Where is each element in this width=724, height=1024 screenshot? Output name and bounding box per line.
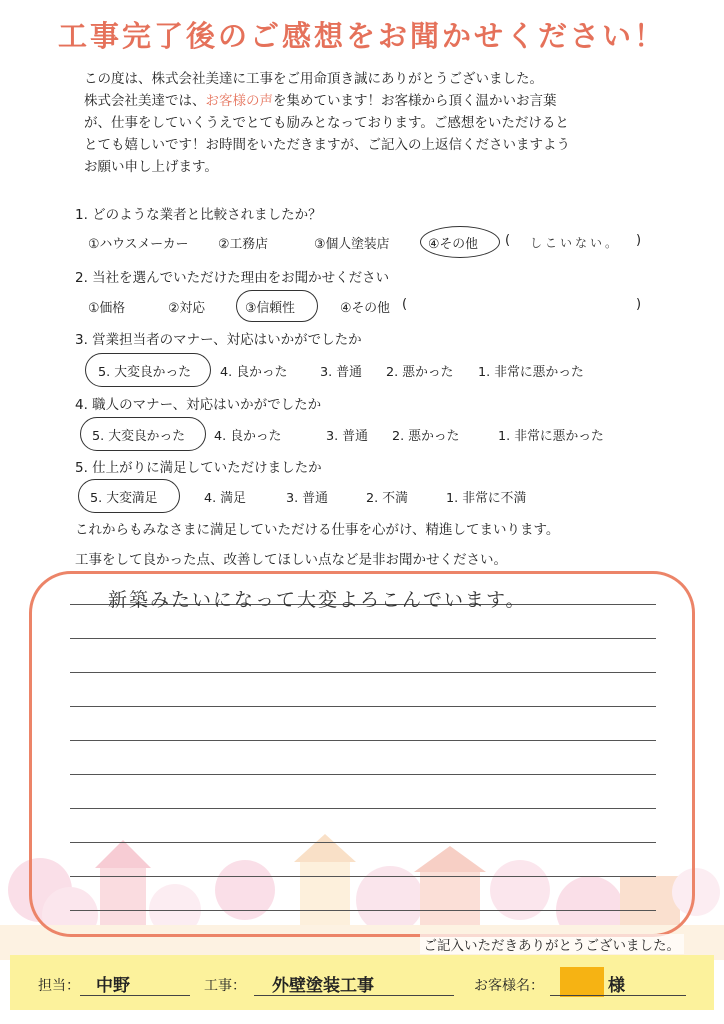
handwritten-answer: しこいない。 (530, 236, 621, 250)
q5-option-4[interactable]: 4. 満足 (204, 491, 246, 506)
q3-option-4[interactable]: 4. 良かった (220, 365, 288, 380)
q5-option-5[interactable]: 5. 大変満足 (90, 491, 158, 506)
q1-option-2[interactable]: ②工務店 (218, 237, 268, 252)
handwritten-comment: 新築みたいになって大変よろこんでいます。 (108, 589, 527, 611)
comment-prompt: 工事をして良かった点、改善してほしい点など是非お聞かせください。 (75, 552, 507, 568)
q5-option-3[interactable]: 3. 普通 (286, 491, 328, 506)
q1-option-4[interactable]: ④その他 (428, 237, 478, 252)
honorific: 様 (608, 976, 625, 996)
question-4: 4. 職人のマナー、対応はいかがでしたか (75, 397, 322, 413)
closing-note: これからもみなさまに満足していただける仕事を心がけ、精進してまいります。 (75, 522, 560, 538)
underline (80, 995, 190, 996)
intro-line: が、仕事をしていくうえでとても励みとなっております。ご感想をいただけると (84, 115, 569, 131)
q1-option-1[interactable]: ①ハウスメーカー (88, 237, 189, 252)
close-paren: ) (636, 297, 642, 312)
q4-option-5[interactable]: 5. 大変良かった (92, 429, 186, 444)
question-5: 5. 仕上がりに満足していただけましたか (75, 460, 322, 476)
q2-option-1[interactable]: ①価格 (88, 301, 126, 316)
ruled-line (70, 876, 656, 877)
ruled-line (70, 808, 656, 809)
ruled-line (70, 774, 656, 775)
open-paren: ( (505, 233, 511, 248)
staff-label: 担当： (38, 978, 80, 994)
intro-line: とても嬉しいです！お時間をいただきますが、ご記入の上返信くださいますよう (84, 137, 570, 153)
thanks-message: ご記入いただきありがとうございました。 (420, 934, 685, 954)
q2-option-4[interactable]: ④その他 (340, 301, 390, 316)
intro-line: この度は、株式会社美達に工事をご用命頂き誠にありがとうございました。 (84, 71, 543, 87)
footer-bar (10, 955, 714, 1010)
q2-option-3[interactable]: ③信頼性 (245, 301, 295, 316)
ruled-line (70, 638, 656, 639)
q3-option-1[interactable]: 1. 非常に悪かった (478, 365, 584, 380)
redacted-name (560, 967, 604, 997)
q4-option-2[interactable]: 2. 悪かった (392, 429, 460, 444)
comment-box[interactable] (29, 571, 695, 937)
q5-option-2[interactable]: 2. 不満 (366, 491, 408, 506)
page-title: 工事完了後のご感想をお聞かせください！ (57, 19, 666, 53)
intro-text: を集めています！お客様から頂く温かいお言葉 (273, 93, 557, 109)
q4-option-4[interactable]: 4. 良かった (214, 429, 282, 444)
q4-option-3[interactable]: 3. 普通 (326, 429, 368, 444)
intro-paragraph (84, 68, 664, 178)
q2-option-2[interactable]: ②対応 (168, 301, 206, 316)
highlight-text: お客様の声 (205, 93, 273, 109)
underline (550, 995, 686, 996)
intro-line (84, 90, 664, 112)
ruled-line (70, 740, 656, 741)
ruled-line (70, 706, 656, 707)
open-paren: ( (402, 297, 408, 312)
question-1: 1. どのような業者と比較されましたか？ (75, 207, 322, 223)
q5-option-1[interactable]: 1. 非常に不満 (446, 491, 527, 506)
q4-option-1[interactable]: 1. 非常に悪かった (498, 429, 604, 444)
ruled-line (70, 672, 656, 673)
ruled-line (70, 910, 656, 911)
intro-text: 株式会社美達では、 (84, 93, 206, 109)
intro-line: お願い申し上げます。 (84, 159, 218, 175)
staff-name: 中野 (96, 976, 130, 996)
q3-option-3[interactable]: 3. 普通 (320, 365, 362, 380)
close-paren: ) (636, 233, 642, 248)
question-3: 3. 営業担当者のマナー、対応はいかがでしたか (75, 332, 362, 348)
q3-option-5[interactable]: 5. 大変良かった (98, 365, 192, 380)
question-2: 2. 当社を選んでいただけた理由をお聞かせください (75, 270, 390, 286)
customer-label: お客様名： (474, 978, 544, 994)
q1-option-3[interactable]: ③個人塗装店 (314, 237, 390, 252)
work-label: 工事： (204, 978, 246, 994)
work-value: 外壁塗装工事 (272, 976, 374, 996)
ruled-line (70, 842, 656, 843)
q3-option-2[interactable]: 2. 悪かった (386, 365, 454, 380)
underline (254, 995, 454, 996)
